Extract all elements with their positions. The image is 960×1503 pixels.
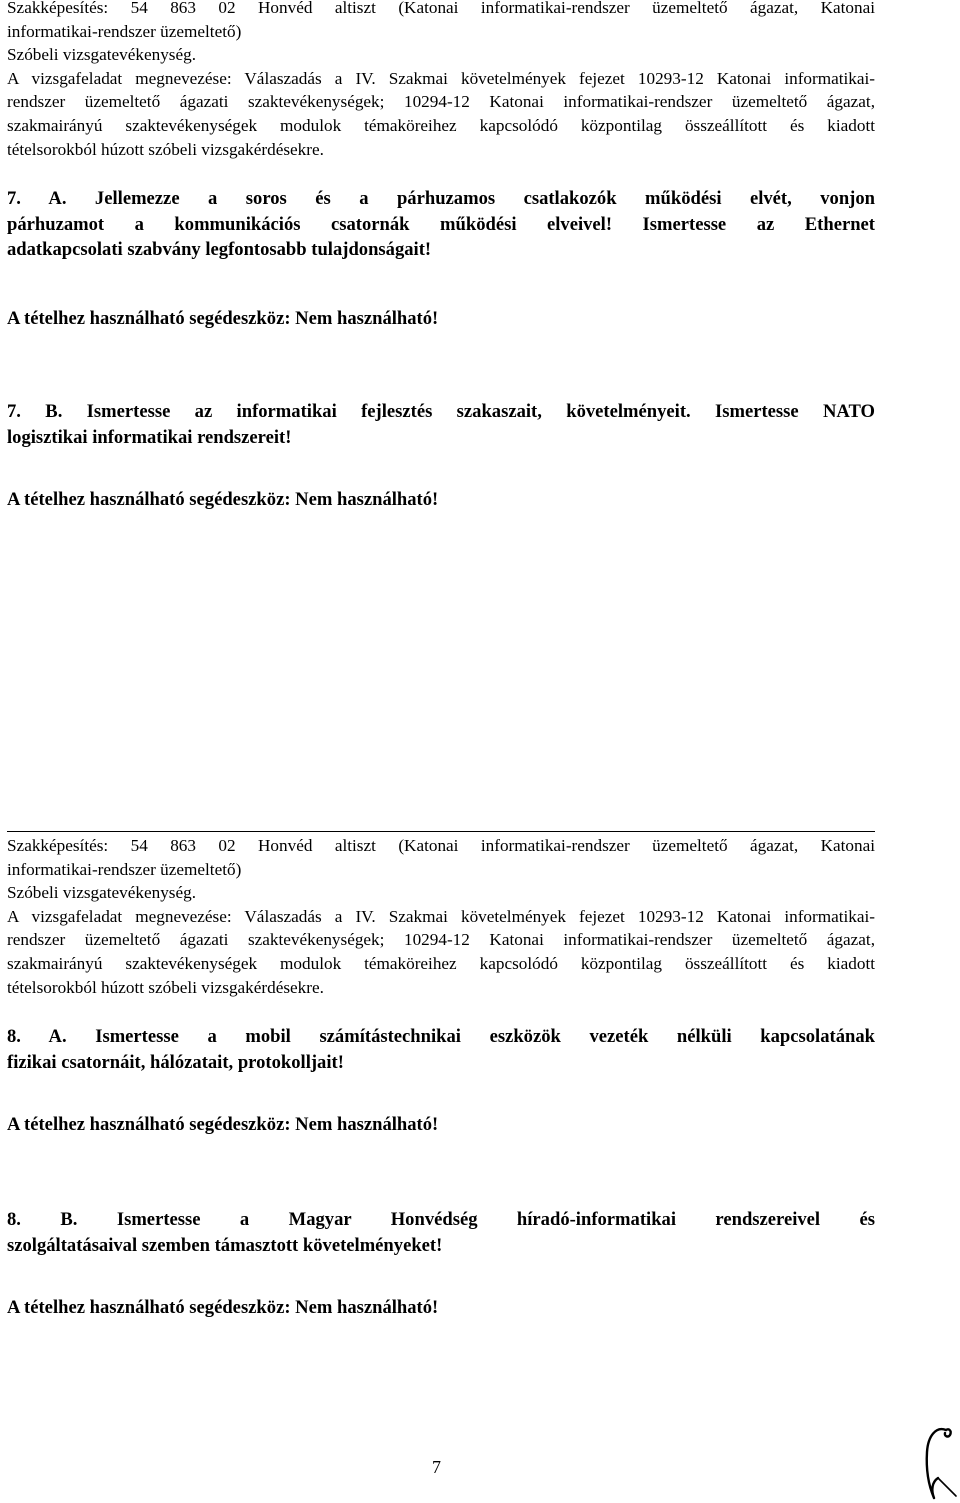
tool-note-8b: A tételhez használható segédeszköz: Nem használható!	[7, 1297, 439, 1318]
question-line: logisztikai informatikai rendszereit!	[7, 426, 292, 448]
header-line: szakmairányú szaktevékenységek modulok témaköreihez kapcsolódó központilag összeállított és kiadott	[7, 115, 875, 135]
header-line: Szóbeli vizsgatevékenység.	[7, 883, 197, 903]
page-number: 7	[432, 1457, 441, 1477]
header-line: tételsorokból húzott szóbeli vizsgakérdésekre.	[7, 139, 324, 159]
page-divider	[7, 831, 875, 832]
question-line: fizikai csatornáit, hálózatait, protokolljait!	[7, 1051, 344, 1073]
header-line: szakmairányú szaktevékenységek modulok témaköreihez kapcsolódó központilag összeállított és kiadott	[7, 953, 875, 973]
signature-mark	[918, 1422, 960, 1503]
exam-header-bottom	[7, 834, 875, 999]
tool-note-7b: A tételhez használható segédeszköz: Nem használható!	[7, 489, 439, 510]
question-line: 8. A. Ismertesse a mobil számítástechnikai eszközök vezeték nélküli kapcsolatának	[7, 1026, 875, 1047]
question-7b	[7, 399, 875, 450]
question-line: párhuzamot a kommunikációs csatornák működési elveivel! Ismertesse az Ethernet	[7, 213, 875, 235]
question-8a	[7, 1024, 875, 1075]
header-line: Szakképesítés: 54 863 02 Honvéd altiszt (Katonai informatikai-rendszer üzemeltető ágazat, Katonai	[7, 836, 875, 855]
header-line: A vizsgafeladat megnevezése: Válaszadás a IV. Szakmai követelmények fejezet 10293-12 Katonai informatikai-	[7, 906, 875, 926]
header-line: A vizsgafeladat megnevezése: Válaszadás a IV. Szakmai követelmények fejezet 10293-12 Katonai informatikai-	[7, 68, 875, 88]
question-line: 7. B. Ismertesse az informatikai fejlesztés szakaszait, követelményeit. Ismertesse NATO	[7, 401, 875, 422]
tool-note-8a: A tételhez használható segédeszköz: Nem használható!	[7, 1114, 439, 1135]
question-8b	[7, 1207, 875, 1258]
question-line: 7. A. Jellemezze a soros és a párhuzamos csatlakozók működési elvét, vonjon	[7, 188, 875, 209]
header-line: rendszer üzemeltető ágazati szaktevékenységek; 10294-12 Katonai informatikai-rendszer üzemeltető ágazat,	[7, 92, 875, 112]
question-line: 8. B. Ismertesse a Magyar Honvédség híradó-informatikai rendszereivel és	[7, 1209, 875, 1230]
exam-header-top	[7, 0, 875, 161]
question-line: adatkapcsolati szabvány legfontosabb tulajdonságait!	[7, 239, 432, 261]
tool-note-7a: A tételhez használható segédeszköz: Nem használható!	[7, 308, 439, 329]
header-line: rendszer üzemeltető ágazati szaktevékenységek; 10294-12 Katonai informatikai-rendszer üzemeltető ágazat,	[7, 930, 875, 950]
header-line: informatikai-rendszer üzemeltető)	[7, 21, 242, 41]
header-line: tételsorokból húzott szóbeli vizsgakérdésekre.	[7, 977, 324, 997]
header-line: Szóbeli vizsgatevékenység.	[7, 45, 197, 65]
header-line: Szakképesítés: 54 863 02 Honvéd altiszt (Katonai informatikai-rendszer üzemeltető ágazat, Katonai	[7, 0, 875, 17]
question-line: szolgáltatásaival szemben támasztott követelményeket!	[7, 1234, 443, 1256]
header-line: informatikai-rendszer üzemeltető)	[7, 859, 242, 879]
question-7a	[7, 186, 875, 263]
